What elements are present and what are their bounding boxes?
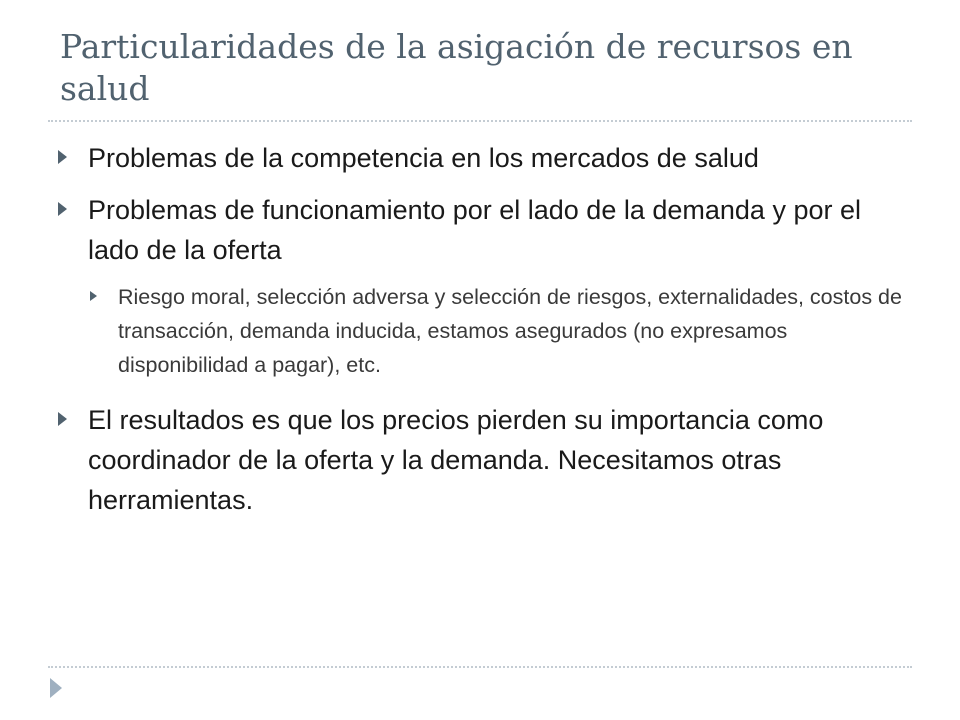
- footer-triangle-icon: [50, 678, 62, 698]
- bullet-text: Problemas de funcionamiento por el lado de la demanda y por el lado de la oferta: [88, 195, 861, 265]
- bullet-item: [56, 400, 916, 520]
- sub-bullet-text: Riesgo moral, selección adversa y selección de riesgos, externalidades, costos de transacción, demanda inducida, estamos asegurados (no expresamos disponibilidad a pagar), etc.: [118, 285, 902, 377]
- slide-title: Particularidades de la asigación de recursos en salud: [60, 27, 853, 108]
- sub-bullet-triangle-icon: [90, 291, 97, 301]
- title-divider: [48, 120, 912, 122]
- bullet-text: El resultados es que los precios pierden su importancia como coordinador de la oferta y la demanda. Necesitamos otras herramientas.: [88, 405, 824, 515]
- slide-content: [56, 138, 916, 532]
- footer-divider: [48, 666, 912, 668]
- bullet-item: [56, 138, 916, 178]
- bullet-triangle-icon: [58, 150, 67, 164]
- bullet-text: Problemas de la competencia en los mercados de salud: [88, 143, 759, 173]
- bullet-triangle-icon: [58, 412, 67, 426]
- bullet-triangle-icon: [58, 202, 67, 216]
- sub-bullet-item: [86, 280, 916, 382]
- bullet-item: [56, 190, 916, 270]
